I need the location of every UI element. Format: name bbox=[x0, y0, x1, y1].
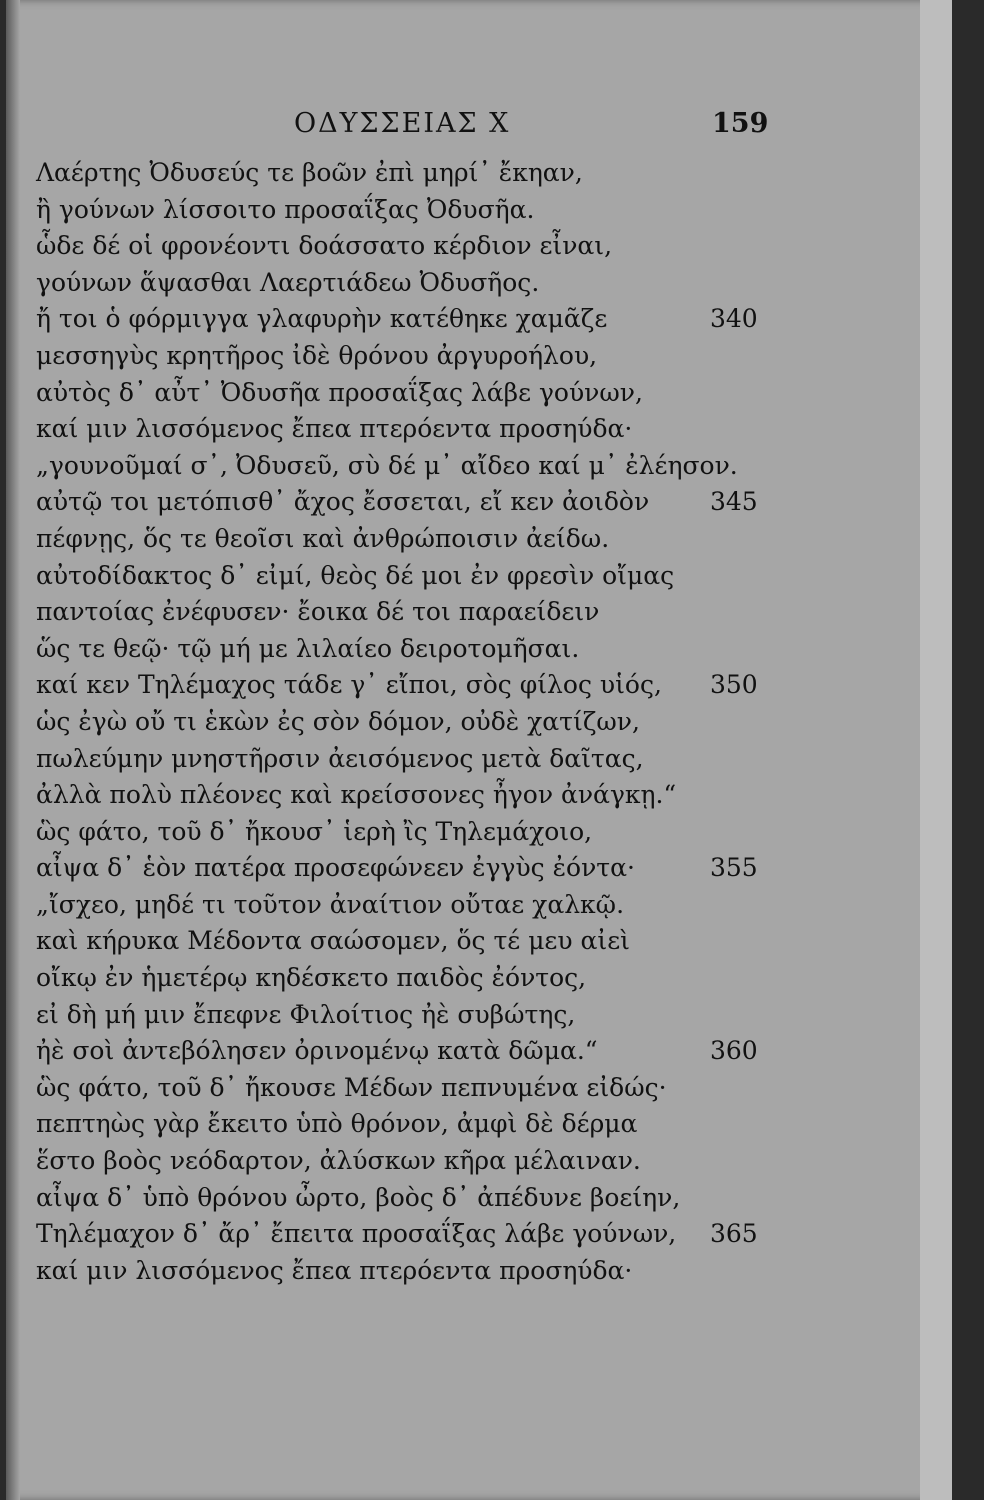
verse-text: ἢ γούνων λίσσοιτο προσαΐξας Ὀδυσῆα. bbox=[36, 194, 535, 224]
verse-line bbox=[36, 814, 756, 851]
verse-line bbox=[36, 1070, 756, 1107]
verse-text: μεσσηγὺς κρητῆρος ἰδὲ θρόνου ἀργυροήλου, bbox=[36, 340, 598, 370]
verse-line bbox=[36, 1180, 756, 1217]
verse-line bbox=[36, 1143, 756, 1180]
verse-text: αὐτὸς δ᾽ αὖτ᾽ Ὀδυσῆα προσαΐξας λάβε γούνων, bbox=[36, 377, 643, 407]
verse-line bbox=[36, 923, 756, 960]
verse-line bbox=[36, 558, 756, 595]
verse-line bbox=[36, 704, 756, 741]
verse-text: Λαέρτης Ὀδυσεύς τε βοῶν ἐπὶ μηρί᾽ ἔκηαν, bbox=[36, 158, 583, 187]
verse-line bbox=[36, 1253, 756, 1290]
verse-text: καί μιν λισσόμενος ἔπεα πτερόεντα προσηύδα· bbox=[36, 1255, 633, 1285]
verse-line bbox=[36, 375, 756, 412]
page-edge bbox=[920, 0, 952, 1500]
verse-text: αὐτῷ τοι μετόπισθ᾽ ἄχος ἔσσεται, εἴ κεν ἀοιδὸν bbox=[36, 487, 650, 517]
verse-line bbox=[36, 1216, 756, 1253]
verse-line bbox=[36, 521, 756, 558]
verse-block bbox=[36, 155, 756, 1289]
verse-line bbox=[36, 777, 756, 814]
verse-text: „ἴσχεο, μηδέ τι τοῦτον ἀναίτιον οὔταε χαλκῷ. bbox=[36, 889, 625, 919]
line-number: 350 bbox=[710, 670, 758, 700]
verse-text: Τηλέμαχον δ᾽ ἄρ᾽ ἔπειτα προσαΐξας λάβε γούνων, bbox=[36, 1219, 677, 1249]
verse-line bbox=[36, 1106, 756, 1143]
verse-text: ἀλλὰ πολὺ πλέονες καὶ κρείσσονες ἦγον ἀνάγκῃ.“ bbox=[36, 780, 677, 810]
running-title: ΟΔΥΣΣΕΙΑΣ Χ bbox=[294, 108, 511, 139]
verse-text: αὐτοδίδακτος δ᾽ εἰμί, θεὸς δέ μοι ἐν φρεσὶν οἴμας bbox=[36, 560, 675, 590]
verse-text: ἕστο βοὸς νεόδαρτον, ἀλύσκων κῆρα μέλαιναν. bbox=[36, 1146, 641, 1176]
verse-text: πεπτηὼς γὰρ ἔκειτο ὑπὸ θρόνον, ἀμφὶ δὲ δέρμα bbox=[36, 1109, 638, 1139]
verse-text: αἶψα δ᾽ ἑὸν πατέρα προσεφώνεεν ἐγγὺς ἐόντα· bbox=[36, 853, 635, 883]
page-number: 159 bbox=[712, 108, 769, 139]
verse-line bbox=[36, 448, 756, 485]
verse-text: πέφνῃς, ὅς τε θεοῖσι καὶ ἀνθρώποισιν ἀείδω. bbox=[36, 523, 610, 553]
line-number: 365 bbox=[710, 1219, 758, 1249]
line-number: 345 bbox=[710, 487, 758, 517]
verse-text: παντοίας ἐνέφυσεν· ἔοικα δέ τοι παραείδειν bbox=[36, 597, 600, 627]
verse-line bbox=[36, 484, 756, 521]
verse-text: εἰ δὴ μή μιν ἔπεφνε Φιλοίτιος ἠὲ συβώτης, bbox=[36, 999, 576, 1029]
verse-line bbox=[36, 667, 756, 704]
verse-text: „γουνοῦμαί σ᾽, Ὀδυσεῦ, σὺ δέ μ᾽ αἴδεο καί μ᾽ ἐλέησον. bbox=[36, 450, 738, 480]
verse-text: οἴκῳ ἐν ἡμετέρῳ κηδέσκετο παιδὸς ἐόντος, bbox=[36, 963, 587, 993]
verse-line bbox=[36, 594, 756, 631]
verse-text: ὡς ἐγὼ οὔ τι ἑκὼν ἐς σὸν δόμον, οὐδὲ χατίζων, bbox=[36, 706, 640, 736]
book-page bbox=[6, 0, 952, 1500]
verse-line bbox=[36, 1033, 756, 1070]
verse-line bbox=[36, 631, 756, 668]
line-number: 360 bbox=[710, 1036, 758, 1066]
verse-line bbox=[36, 997, 756, 1034]
verse-text: ὥς τε θεῷ· τῷ μή με λιλαίεο δειροτομῆσαι. bbox=[36, 633, 580, 663]
verse-text: γούνων ἅψασθαι Λαερτιάδεω Ὀδυσῆος. bbox=[36, 267, 540, 297]
verse-text: καί κεν Τηλέμαχος τάδε γ᾽ εἴποι, σὸς φίλος υἱός, bbox=[36, 670, 662, 700]
verse-text: ἤ τοι ὁ φόρμιγγα γλαφυρὴν κατέθηκε χαμᾶζε bbox=[36, 304, 608, 334]
verse-line bbox=[36, 338, 756, 375]
verse-text: ὣς φάτο, τοῦ δ᾽ ἤκουσε Μέδων πεπνυμένα εἰδώς· bbox=[36, 1072, 667, 1102]
verse-line bbox=[36, 850, 756, 887]
verse-text: ἠὲ σοὶ ἀντεβόλησεν ὀρινομένῳ κατὰ δῶμα.“ bbox=[36, 1036, 598, 1066]
verse-text: ὧδε δέ οἱ φρονέοντι δοάσσατο κέρδιον εἶναι, bbox=[36, 231, 613, 261]
verse-text: ὣς φάτο, τοῦ δ᾽ ἤκουσ᾽ ἱερὴ ἲς Τηλεμάχοιο, bbox=[36, 816, 593, 846]
page-fold-shadow bbox=[6, 0, 20, 1500]
verse-text: αἶψα δ᾽ ὑπὸ θρόνου ὦρτο, βοὸς δ᾽ ἀπέδυνε βοείην, bbox=[36, 1182, 681, 1212]
verse-line bbox=[36, 228, 756, 265]
verse-line bbox=[36, 741, 756, 778]
verse-line bbox=[36, 192, 756, 229]
verse-line bbox=[36, 265, 756, 302]
verse-line bbox=[36, 887, 756, 924]
verse-line bbox=[36, 301, 756, 338]
verse-text: πωλεύμην μνηστῆρσιν ἀεισόμενος μετὰ δαῖτας, bbox=[36, 743, 644, 773]
verse-line bbox=[36, 155, 756, 192]
verse-line bbox=[36, 411, 756, 448]
line-number: 355 bbox=[710, 853, 758, 883]
page-header bbox=[6, 108, 952, 148]
line-number: 340 bbox=[710, 304, 758, 334]
verse-text: καί μιν λισσόμενος ἔπεα πτερόεντα προσηύδα· bbox=[36, 414, 633, 444]
verse-text: καὶ κήρυκα Μέδοντα σαώσομεν, ὅς τέ μευ αἰεὶ bbox=[36, 926, 630, 956]
verse-line bbox=[36, 960, 756, 997]
